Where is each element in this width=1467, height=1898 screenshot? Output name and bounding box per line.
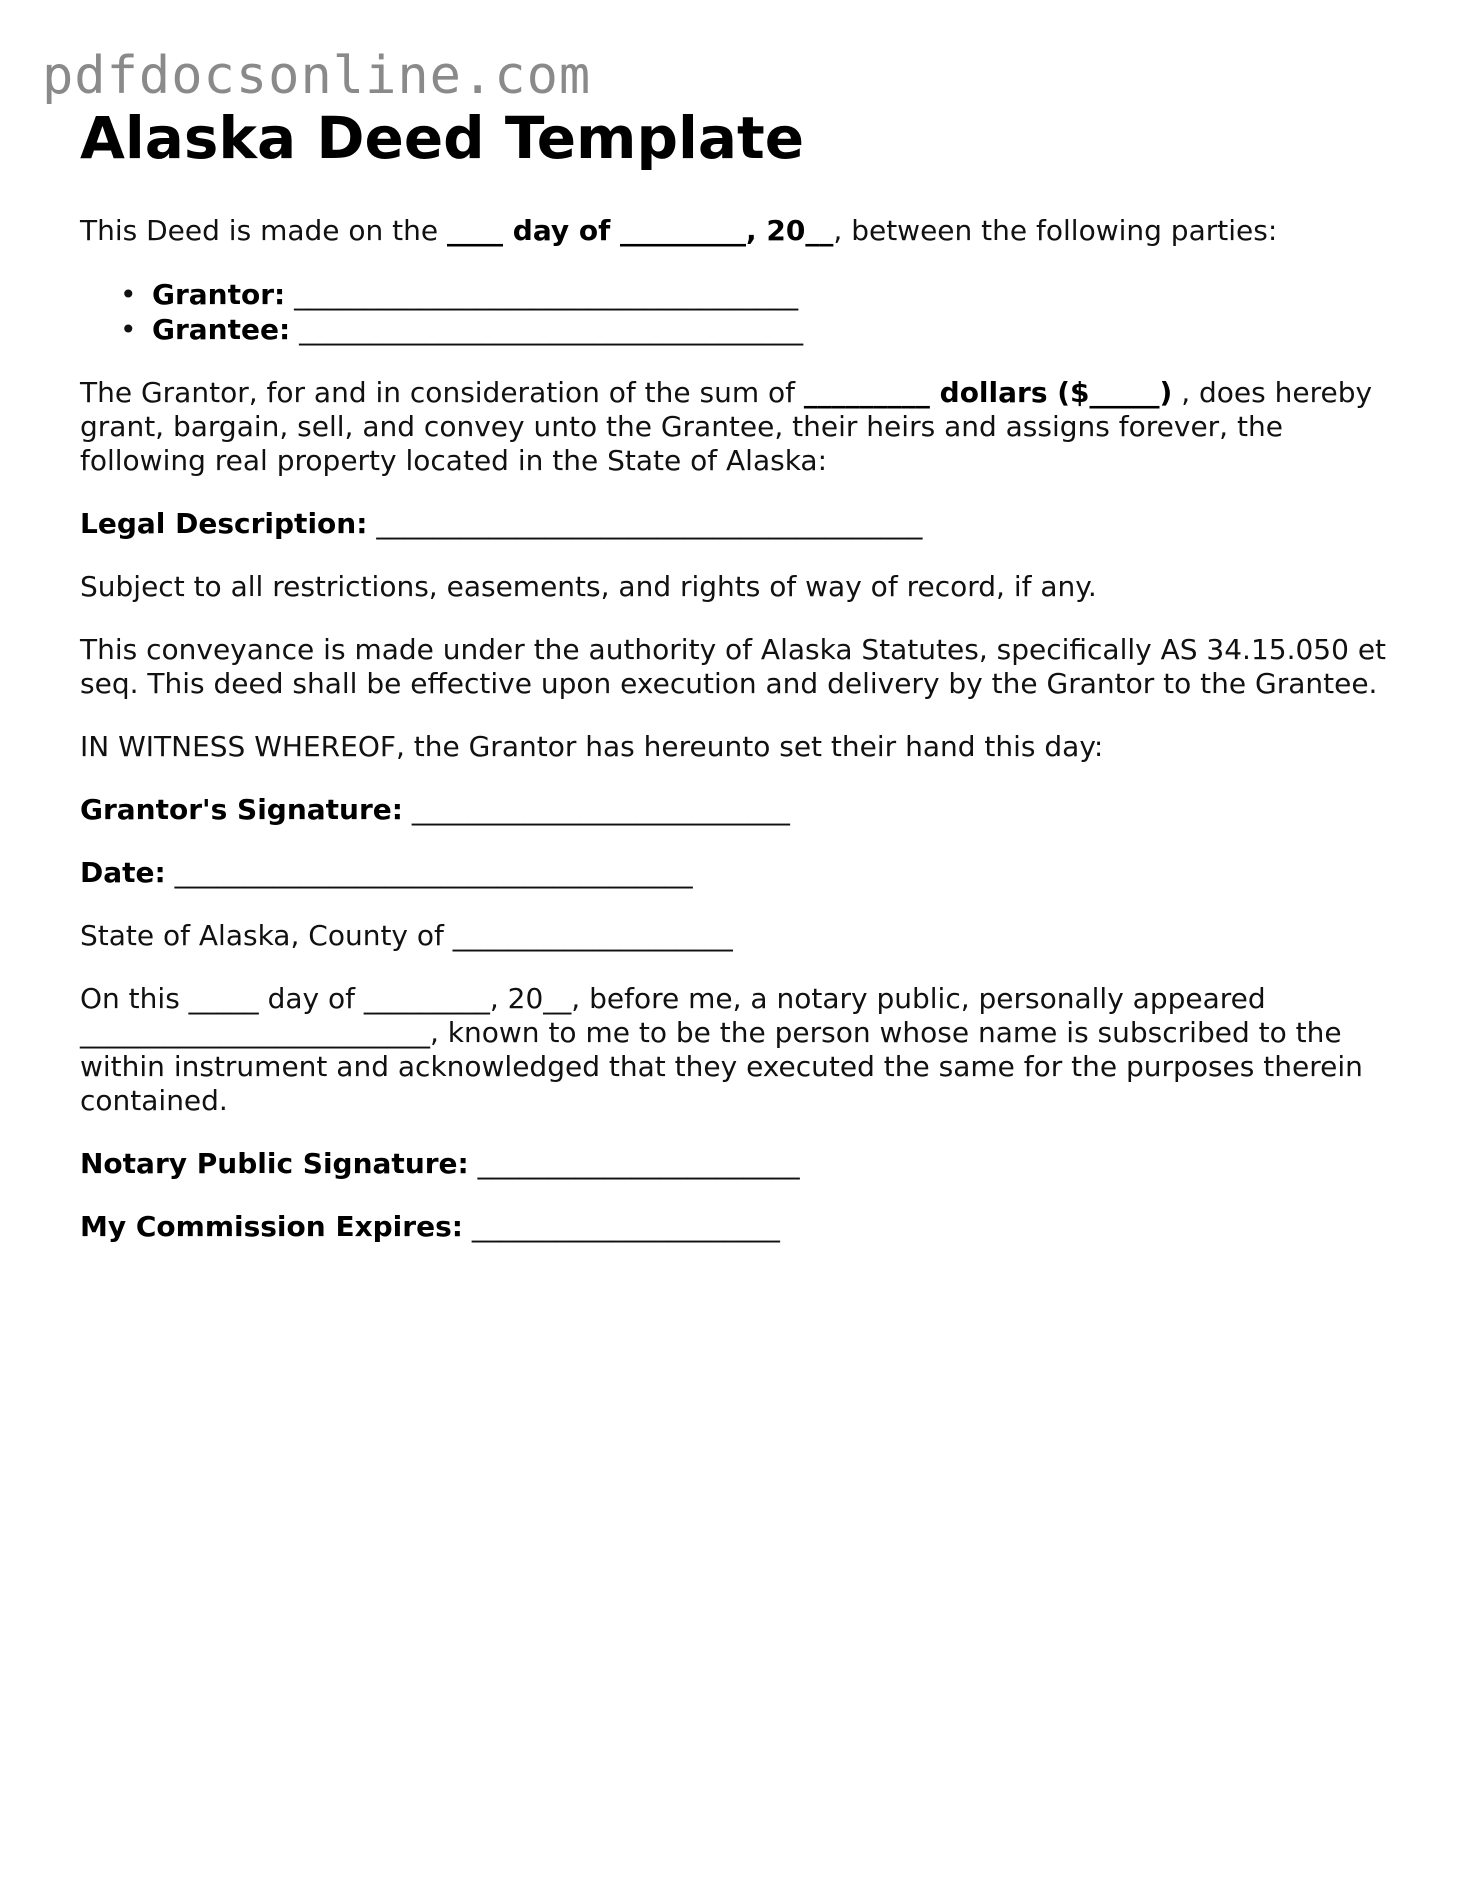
bullet-icon: • [120, 278, 137, 311]
grantor-label: Grantor: [152, 278, 286, 311]
legal-description-label: Legal Description: [80, 507, 368, 540]
intro-date-blank: ____ day of _________, 20__ [447, 214, 834, 247]
watermark-text: pdfdocsonline.com [42, 46, 592, 106]
notary-signature-label: Notary Public Signature: [80, 1147, 469, 1180]
commission-expires-label: My Commission Expires: [80, 1210, 463, 1243]
legal-description-line [80, 507, 1400, 541]
grantor-signature-line [80, 793, 1400, 827]
date-blank: _____________________________________ [165, 856, 693, 889]
authority-paragraph: This conveyance is made under the authority of Alaska Statutes, specifically AS 34.15.050 et seq. This deed shall be effective upon execution and delivery by the Grantor to the Grantee. [80, 633, 1395, 700]
witness-paragraph: IN WITNESS WHEREOF, the Grantor has hereunto set their hand this day: [80, 730, 1104, 763]
grantor-signature-label: Grantor's Signature: [80, 793, 403, 826]
list-item-grantee [120, 312, 1400, 347]
consideration-suffix: , does hereby grant, bargain, sell, and convey unto the Grantee, their heirs and assigns forever, the following real property located in the State of Alaska: [80, 376, 1381, 477]
bullet-icon: • [120, 313, 137, 346]
list-item-grantor [120, 277, 1400, 312]
grantee-blank: ____________________________________ [290, 313, 804, 346]
grantor-signature-blank: ___________________________ [402, 793, 790, 826]
intro-paragraph [80, 214, 1400, 248]
commission-expires-line [80, 1210, 1400, 1244]
grantee-label: Grantee: [152, 313, 291, 346]
intro-prefix: This Deed is made on the [80, 214, 448, 247]
subject-to-paragraph: Subject to all restrictions, easements, and rights of way of record, if any. [80, 570, 1097, 603]
deed-document [80, 102, 1400, 1273]
intro-suffix: , between the following parties: [833, 214, 1278, 247]
parties-list [80, 277, 1400, 347]
notary-paragraph: On this _____ day of _________, 20__, before me, a notary public, personally appeared _________________________, known to me to be the person whose name is subscribed to the within instrument and acknowledged that they executed the same for the purposes therein contained. [80, 982, 1372, 1117]
consideration-amount-blank: _________ dollars ($_____) [803, 376, 1173, 409]
consideration-prefix: The Grantor, for and in consideration of the sum of [80, 376, 804, 409]
commission-expires-blank: ______________________ [462, 1210, 780, 1243]
consideration-paragraph [80, 376, 1400, 478]
document-title: Alaska Deed Template [80, 104, 805, 172]
grantor-blank: ____________________________________ [285, 278, 799, 311]
notary-signature-line [80, 1147, 1400, 1181]
date-line [80, 856, 1400, 890]
notary-signature-blank: _______________________ [468, 1147, 800, 1180]
legal-description-blank: _______________________________________ [367, 507, 923, 540]
date-label: Date: [80, 856, 166, 889]
county-line: State of Alaska, County of ____________________ [80, 919, 733, 952]
